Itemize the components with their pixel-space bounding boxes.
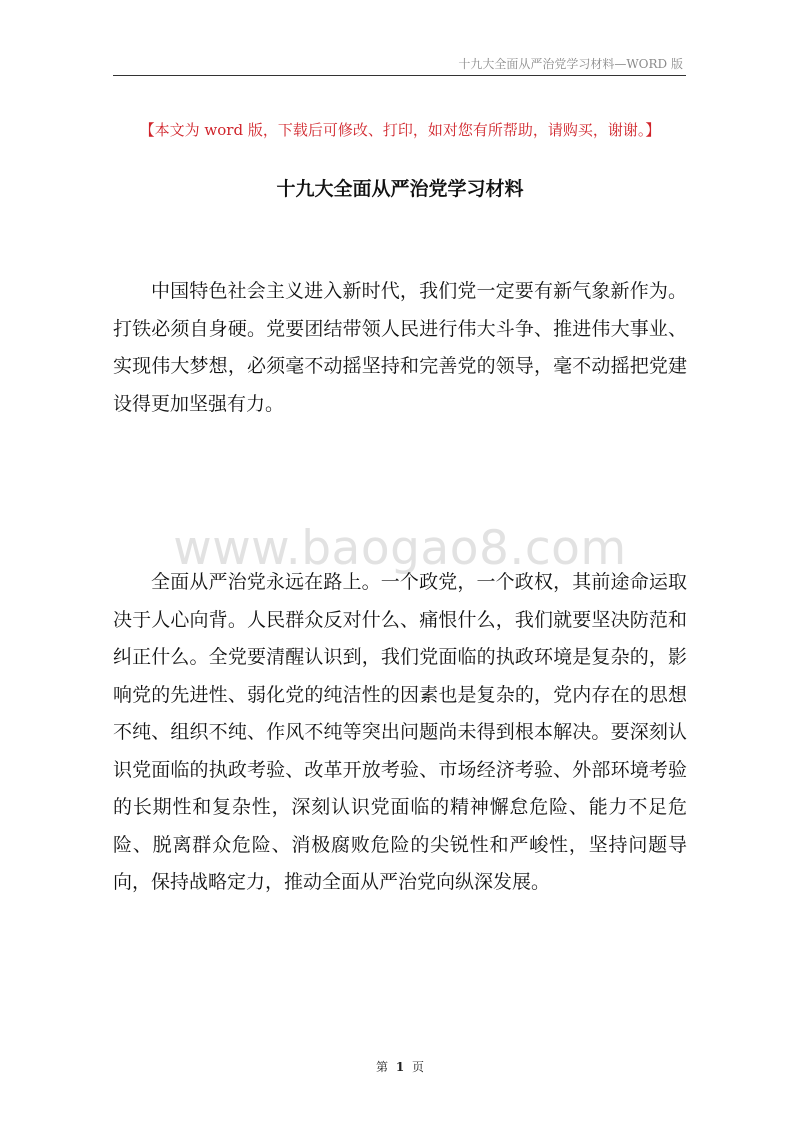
paragraph-2: 全面从严治党永远在路上。一个政党，一个政权，其前途命运取决于人心向背。人民群众反对什么、痛恨什么，我们就要坚决防范和纠正什么。全党要清醒认识到，我们党面临的执政环境是复杂的，影响党的先进性、弱化党的纯洁性的因素也是复杂的，党内存在的思想不纯、组织不纯、作风不纯等突出问题尚未得到根本解决。要深刻认识党面临的执政考验、改革开放考验、市场经济考验、外部环境考验的长期性和复杂性，深刻认识党面临的精神懈怠危险、能力不足危险、脱离群众危险、消极腐败危险的尖锐性和严峻性，坚持问题导向，保持战略定力，推动全面从严治党向纵深发展。 [113, 571, 687, 893]
page-footer [0, 1058, 800, 1075]
footer-prefix: 第 [375, 1060, 388, 1074]
purchase-notice: 【本文为 word 版，下载后可修改、打印，如对您有所帮助，请购买，谢谢。】 [139, 121, 661, 139]
document-title: 十九大全面从严治党学习材料 [276, 178, 524, 200]
page-number: 1 [395, 1060, 405, 1074]
header-divider [113, 75, 686, 76]
footer-suffix: 页 [412, 1060, 425, 1074]
watermark: www.baogao8.com [173, 521, 627, 576]
paragraph-1: 中国特色社会主义进入新时代，我们党一定要有新气象新作为。打铁必须自身硬。党要团结带领人民进行伟大斗争、推进伟大事业、实现伟大梦想，必须毫不动摇坚持和完善党的领导，毫不动摇把党建设得更加坚强有力。 [113, 280, 687, 415]
running-header: 十九大全面从严治党学习材料—WORD 版 [458, 57, 683, 71]
